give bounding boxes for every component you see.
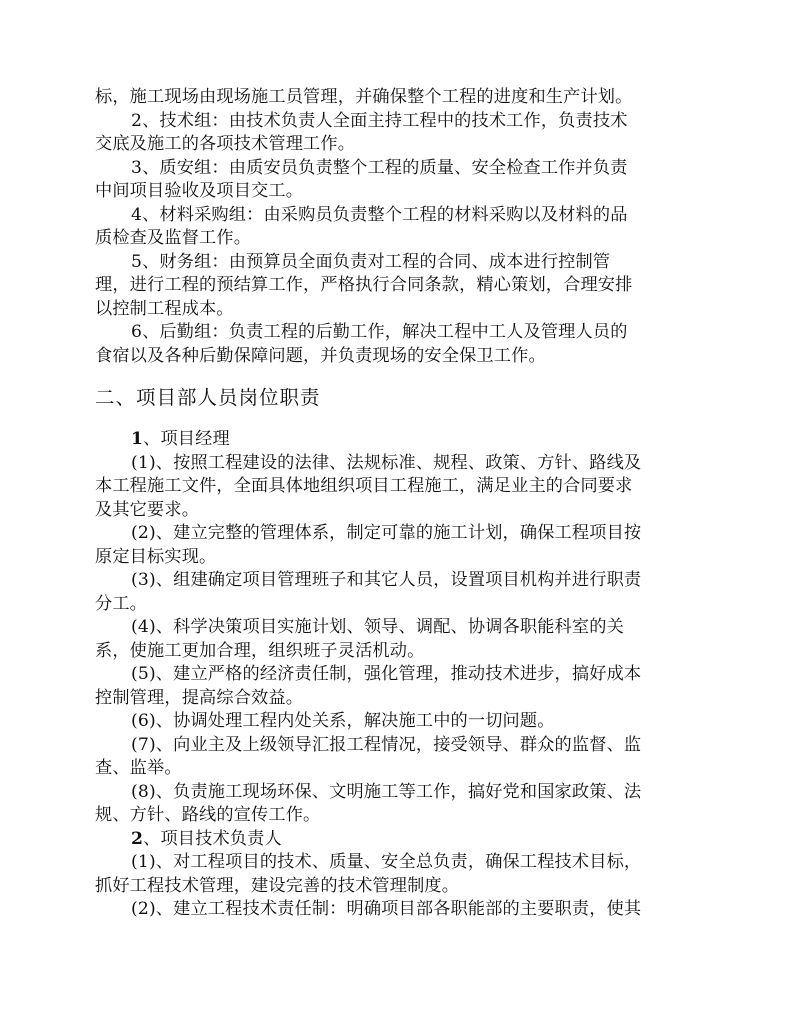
text-line: 6、后勤组：负责工程的后勤工作，解决工程中工人及管理人员的 [131, 322, 628, 342]
text-line: 理，进行工程的预结算工作，严格执行合同条款，精心策划，合理安排 [95, 275, 633, 295]
text-line: 标，施工现场由现场施工员管理，并确保整个工程的进度和生产计划。 [95, 87, 633, 107]
text-line: 控制管理，提高综合效益。 [95, 687, 304, 708]
text-line: (5)、建立严格的经济责任制，强化管理，推动技术进步，搞好成本 [131, 664, 642, 684]
text-line: 分工。 [95, 593, 148, 614]
subsection-title [95, 428, 697, 452]
text-line: (8)、负责施工现场环保、文明施工等工作，搞好党和国家政策、法 [131, 781, 642, 802]
text-line: (1)、按照工程建设的法律、法规标准、规程、政策、方针、路线及 [131, 452, 642, 473]
text-line: 系，使施工更加合理，组织班子灵活机动。 [95, 640, 425, 661]
manager-section [95, 428, 697, 828]
text-line: (1)、对工程项目的技术、质量、安全总负责，确保工程技术目标， [131, 852, 642, 872]
text-line: 食宿以及各种后勤保障问题，并负责现场的安全保卫工作。 [95, 345, 546, 366]
text-line: (2)、建立工程技术责任制：明确项目部各职能部的主要职责，使其 [131, 899, 642, 919]
text-line: (3)、组建确定项目管理班子和其它人员，设置项目机构并进行职责 [131, 570, 642, 590]
subsection-number: 1 [131, 429, 144, 449]
section1-paragraphs [95, 86, 697, 368]
text-line: 及其它要求。 [95, 499, 200, 520]
text-line: 查、监举。 [95, 758, 182, 778]
subsection-number: 2 [131, 828, 144, 849]
text-line: 中间项目验收及项目交工。 [95, 181, 304, 201]
text-line: (2)、建立完整的管理体系，制定可靠的施工计划，确保工程项目按 [131, 523, 642, 543]
subsection-label: 、项目技术负责人 [143, 828, 282, 849]
text-line: 本工程施工文件，全面具体地组织项目工程施工，满足业主的合同要求 [95, 476, 633, 496]
text-line: (6)、协调处理工程内处关系，解决施工中的一切问题。 [131, 711, 555, 731]
text-line: 抓好工程技术管理，建设完善的技术管理制度。 [95, 875, 460, 896]
text-line: 4、材料采购组：由采购员负责整个工程的材料采购以及材料的品 [131, 204, 628, 225]
text-line: 3、质安组：由质安员负责整个工程的质量、安全检查工作并负责 [131, 157, 628, 178]
subsection-title [95, 828, 697, 852]
text-line: 5、财务组：由预算员全面负责对工程的合同、成本进行控制管 [131, 251, 611, 272]
section-heading: 二、项目部人员岗位职责 [95, 386, 321, 409]
text-line: 以控制工程成本。 [95, 298, 234, 319]
text-line: (4)、科学决策项目实施计划、领导、调配、协调各职能科室的关 [131, 617, 624, 637]
text-line: 规、方针、路线的宣传工作。 [95, 805, 321, 825]
text-line: (7)、向业主及上级领导汇报工程情况，接受领导、群众的监督、监 [131, 734, 642, 755]
text-line: 质检查及监督工作。 [95, 228, 252, 248]
text-line: 原定目标实现。 [95, 546, 217, 567]
subsection-label: 、项目经理 [143, 429, 230, 449]
tech-lead-section [95, 828, 697, 922]
text-line: 交底及施工的各项技术管理工作。 [95, 134, 356, 154]
text-line: 2、技术组：由技术负责人全面主持工程中的技术工作，负责技术 [131, 110, 628, 131]
document-page [95, 86, 697, 922]
